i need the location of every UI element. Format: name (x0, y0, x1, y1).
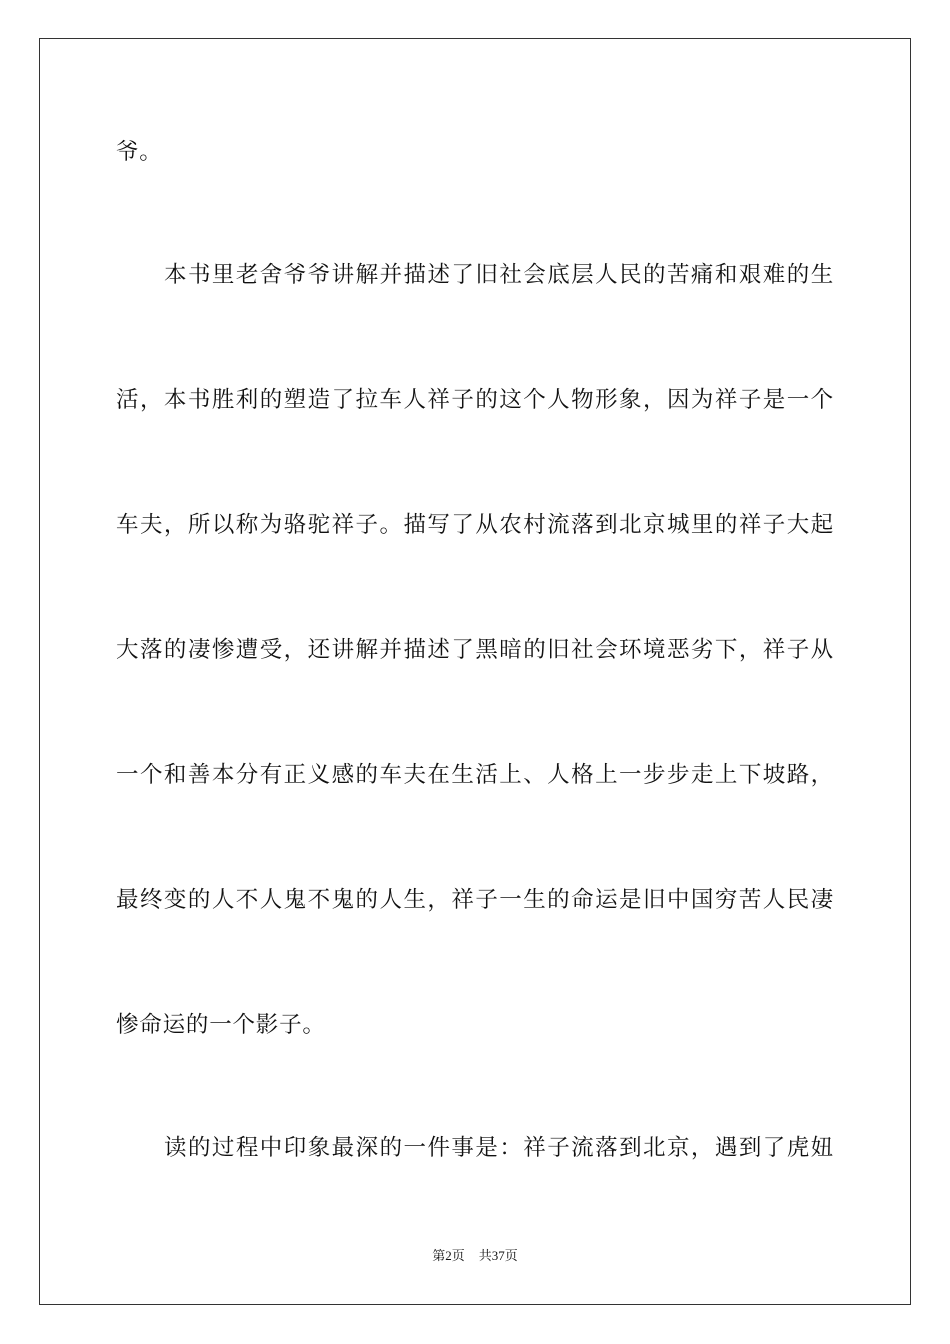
paragraph-line: 大落的凄惨遭受，还讲解并描述了黑暗的旧社会环境恶劣下，祥子从 (116, 637, 834, 663)
paragraph-line: 读的过程中印象最深的一件事是：祥子流落到北京，遇到了虎妞 (164, 1135, 834, 1161)
paragraph-line: 爷。 (116, 139, 163, 165)
paragraph-line: 本书里老舍爷爷讲解并描述了旧社会底层人民的苦痛和艰难的生 (164, 262, 834, 288)
paragraph-line: 车夫，所以称为骆驼祥子。描写了从农村流落到北京城里的祥子大起 (116, 512, 834, 538)
paragraph-line: 最终变的人不人鬼不鬼的人生，祥子一生的命运是旧中国穷苦人民凄 (116, 887, 834, 913)
paragraph-line: 惨命运的一个影子。 (116, 1012, 326, 1038)
page-border (39, 38, 911, 1305)
paragraph-line: 活，本书胜利的塑造了拉车人祥子的这个人物形象，因为祥子是一个 (116, 387, 834, 413)
page-footer (0, 1247, 950, 1265)
page-number: 第2页 (432, 1248, 465, 1263)
paragraph-line: 一个和善本分有正义感的车夫在生活上、人格上一步步走上下坡路， (116, 762, 834, 788)
page-total: 共37页 (478, 1248, 518, 1263)
